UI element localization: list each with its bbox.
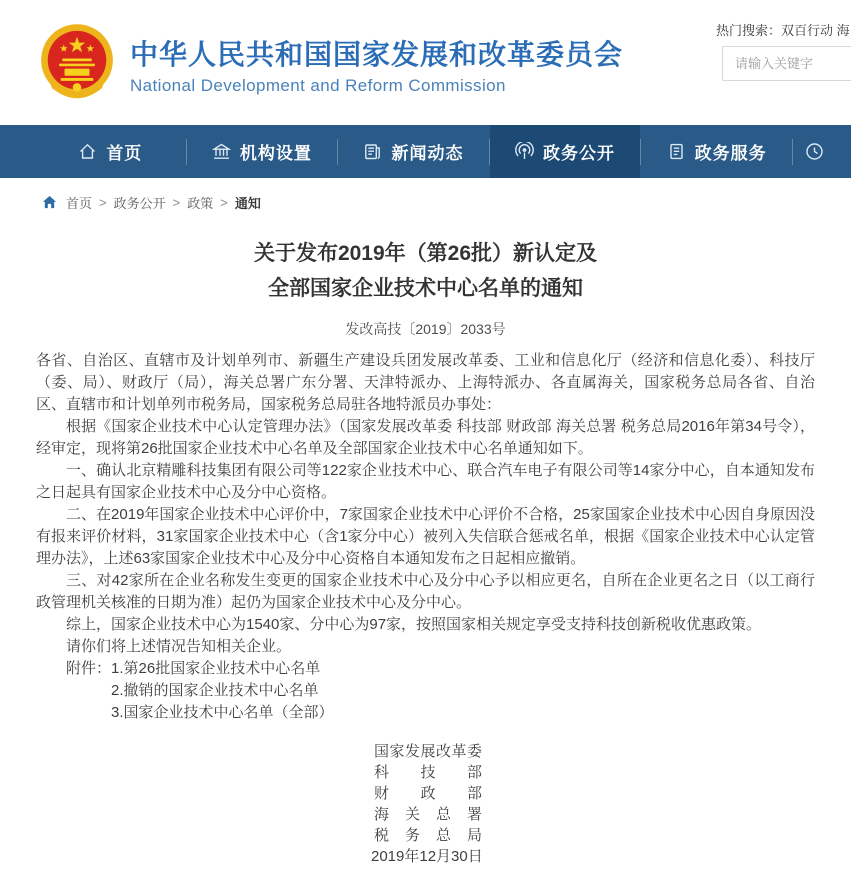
paragraph-addressees: 各省、自治区、直辖市及计划单列市、新疆生产建设兵团发展改革委、工业和信息化厅（经济和信息化委）、科技厅（委、局）、财政厅（局），海关总署广东分署、天津特派办、上海特派办、各直属海关，国家税务总局各省、自治区、直辖市和计划单列市税务局，国家税务总局驻各地特派员办事处：: [36, 352, 815, 413]
nav-item-gov-services[interactable]: [641, 125, 792, 178]
nav-label: 政务公开: [543, 144, 616, 163]
signature-customs: 海关总署: [374, 806, 482, 823]
breadcrumb-separator: >: [172, 195, 181, 210]
attachment-1-text[interactable]: 1.第26批国家企业技术中心名单: [111, 660, 321, 677]
nav-label: 机构设置: [239, 144, 312, 163]
attachment-item-2[interactable]: 2.撤销的国家企业技术中心名单: [111, 682, 319, 699]
signature-mof: 财政部: [374, 785, 482, 802]
main-nav: [0, 125, 851, 178]
site-title-en: National Development and Reform Commission: [130, 75, 506, 95]
document-title-line1: 关于发布2019年（第26批）新认定及: [253, 242, 598, 265]
signature-tax: 税务总局: [374, 827, 482, 844]
breadcrumb-separator: >: [99, 195, 107, 210]
nav-item-partial[interactable]: [793, 125, 851, 178]
breadcrumb-current: 通知: [234, 196, 261, 211]
nav-label: 政务服务: [694, 144, 767, 163]
clock-icon: [805, 142, 824, 161]
breadcrumb-separator: >: [220, 195, 228, 210]
site-header: [0, 0, 851, 125]
attachment-item-3[interactable]: 3.国家企业技术中心名单（全部）: [111, 704, 334, 721]
site-brand[interactable]: [38, 18, 623, 110]
breadcrumb: [0, 178, 851, 212]
breadcrumb-gov-openness[interactable]: 政务公开: [113, 196, 166, 211]
document-title-line2: 全部国家企业技术中心名单的通知: [268, 277, 583, 300]
attachments-label: 附件：: [66, 660, 112, 677]
paragraph-summary: 综上，国家企业技术中心为1540家、分中心为97家，按照国家相关规定享受支持科技创新税收优惠政策。: [66, 616, 762, 633]
nav-item-gov-openness[interactable]: [490, 125, 641, 178]
signature-most: 科技部: [374, 764, 482, 781]
nav-item-home[interactable]: [35, 125, 186, 178]
broadcast-icon: [515, 142, 534, 161]
nav-label: 新闻动态: [391, 144, 464, 163]
home-icon: [78, 142, 97, 161]
paragraph-item-3: 三、对42家所在企业名称发生变更的国家企业技术中心及分中心予以相应更名，自所在企业更名之日（以工商行政管理机关核准的日期为准）起仍为国家企业技术中心及分中心。: [36, 572, 815, 611]
home-icon[interactable]: [42, 195, 57, 210]
breadcrumb-home[interactable]: 首页: [66, 196, 93, 211]
signature-block: [371, 741, 483, 867]
nav-item-institutions[interactable]: [187, 125, 338, 178]
site-title-zh: 中华人民共和国国家发展和改革委员会: [130, 38, 624, 70]
paragraph-item-1: 一、确认北京精雕科技集团有限公司等122家企业技术中心、联合汽车电子有限公司等14家分中心，自本通知发布之日起具有国家企业技术中心及分中心资格。: [36, 462, 815, 501]
nav-item-news[interactable]: [338, 125, 489, 178]
document-title: [36, 236, 815, 306]
news-icon: [363, 142, 382, 161]
hot-search-label: 热门搜索：: [716, 23, 782, 38]
national-emblem-icon: [38, 18, 116, 110]
paragraph-item-2: 二、在2019年国家企业技术中心评价中，7家国家企业技术中心评价不合格，25家国家企业技术中心因自身原因没有报来评价材料，31家国家企业技术中心（含1家分中心）被列入失信联合惩戒名单，根据《国家企业技术中心认定管理办法》，上述63家国家企业技术中心及分中心资格自本通知发布之日起相应撤销。: [36, 506, 815, 567]
signature-ndrc: 国家发展改革委: [374, 743, 482, 760]
paragraph-basis: 根据《国家企业技术中心认定管理办法》（国家发展改革委 科技部 财政部 海关总署 税务总局2016年第34号令），经审定，现将第26批国家企业技术中心名单及全部国家企业技术中心名单通知如下。: [36, 418, 815, 457]
attachments: [36, 658, 815, 724]
hot-search: [716, 20, 851, 39]
search-input[interactable]: [722, 46, 851, 81]
document-body: [36, 350, 815, 867]
brand-text: [130, 33, 623, 96]
notice-document: [36, 236, 815, 867]
document-number: 发改高技〔2019〕2033号: [345, 321, 506, 337]
paragraph-notify: 请你们将上述情况告知相关企业。: [66, 638, 292, 655]
institution-icon: [212, 142, 231, 161]
hot-search-term[interactable]: 双百行动: [781, 23, 834, 38]
document-icon: [667, 142, 686, 161]
breadcrumb-policy[interactable]: 政策: [187, 196, 214, 211]
attachment-item-1: [36, 658, 815, 680]
signature-date: 2019年12月30日: [371, 848, 483, 865]
hot-search-term-partial[interactable]: 海: [836, 23, 850, 38]
nav-label: 首页: [106, 144, 143, 163]
